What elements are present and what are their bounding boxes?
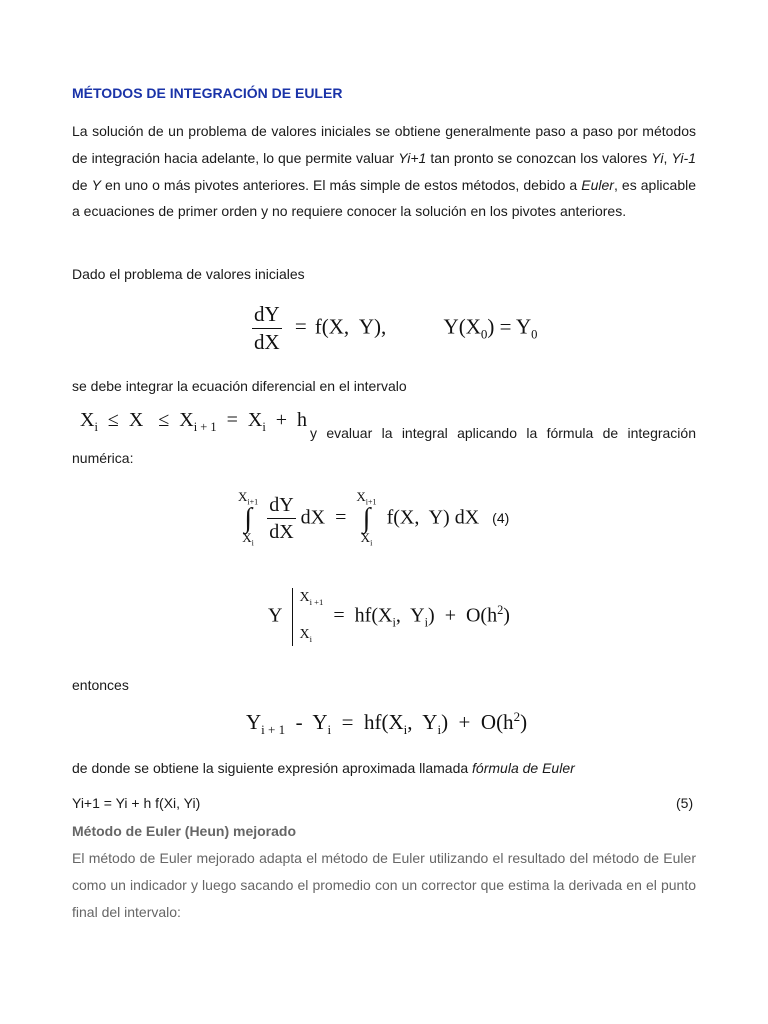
- intro-paragraph: [72, 118, 696, 225]
- given-problem-text: Dado el problema de valores iniciales: [72, 266, 305, 282]
- italic-run: fórmula de Euler: [472, 760, 575, 776]
- text-run: en uno o más pivotes anteriores. El más simple de estos métodos, debido a: [100, 176, 582, 193]
- interval-text: se debe integrar la ecuación diferencial en el intervalo: [72, 378, 407, 394]
- evaluate-text-line1: [310, 424, 696, 445]
- evaluate-text: y evaluar la integral aplicando la fórmula de integración: [310, 425, 696, 441]
- italic-run: Yi+1: [398, 149, 427, 166]
- evaluation-equation: Y $X_{i +1}$ $X_i$ = $hf(X_i$, $Y_i) + O(h^2)$: [268, 590, 510, 644]
- italic-run: Y: [91, 176, 101, 193]
- italic-run: Yi-1: [671, 149, 696, 166]
- text-run: La solución de un problema de valores iniciales se obtiene generalmente paso a paso por métodos de integración hacia adelante, lo que permite valuar: [72, 123, 696, 166]
- euler-formula: Yi+1 = Yi + h f(Xi, Yi): [72, 795, 201, 811]
- text-run: , es aplicable a ecuaciones de primer orden y no requiere conocer la solución en los pivotes anteriores.: [72, 176, 697, 220]
- text-run: ,: [663, 149, 672, 166]
- ode-equation: $\frac{dY}{dX}$ = f(X, Y), $Y(X_0) = Y_0$: [254, 302, 538, 354]
- page-title: MÉTODOS DE INTEGRACIÓN DE EULER: [72, 85, 343, 101]
- italic-run: Yi: [651, 149, 664, 166]
- evaluate-text-line2: numérica:: [72, 450, 134, 466]
- italic-run: Euler: [581, 176, 614, 193]
- equation-number-5: (5): [676, 795, 694, 811]
- text-run: de: [72, 176, 92, 193]
- equation-number-4: (4): [492, 510, 510, 527]
- then-text: entonces: [72, 677, 129, 693]
- interval-inequality: $X_i \le X \le X_{i + 1} = X_i + h$: [80, 409, 308, 434]
- difference-equation: $Y_{i + 1} - Y_i = hf(X_i$, $Y_i) + O(h^2)$: [246, 709, 528, 738]
- euler-formula-intro: [72, 760, 575, 776]
- text-run: de donde se obtiene la siguiente expresión aproximada llamada: [72, 760, 473, 776]
- text-run: tan pronto se conozcan los valores: [426, 149, 652, 166]
- heun-section-title: Método de Euler (Heun) mejorado: [72, 823, 297, 839]
- heun-paragraph: El método de Euler mejorado adapta el método de Euler utilizando el resultado del método de Euler como un indicador y luego sacando el promedio con un corrector que estima la derivada en el punto final del intervalo:: [72, 850, 696, 920]
- integral-equation: $X_{i+1}$ ∫ $X_i$ $\frac{dY}{dX}$ dX = $X_{i+1}$ ∫ $X_i$ f(X, Y) dX (4): [238, 489, 510, 548]
